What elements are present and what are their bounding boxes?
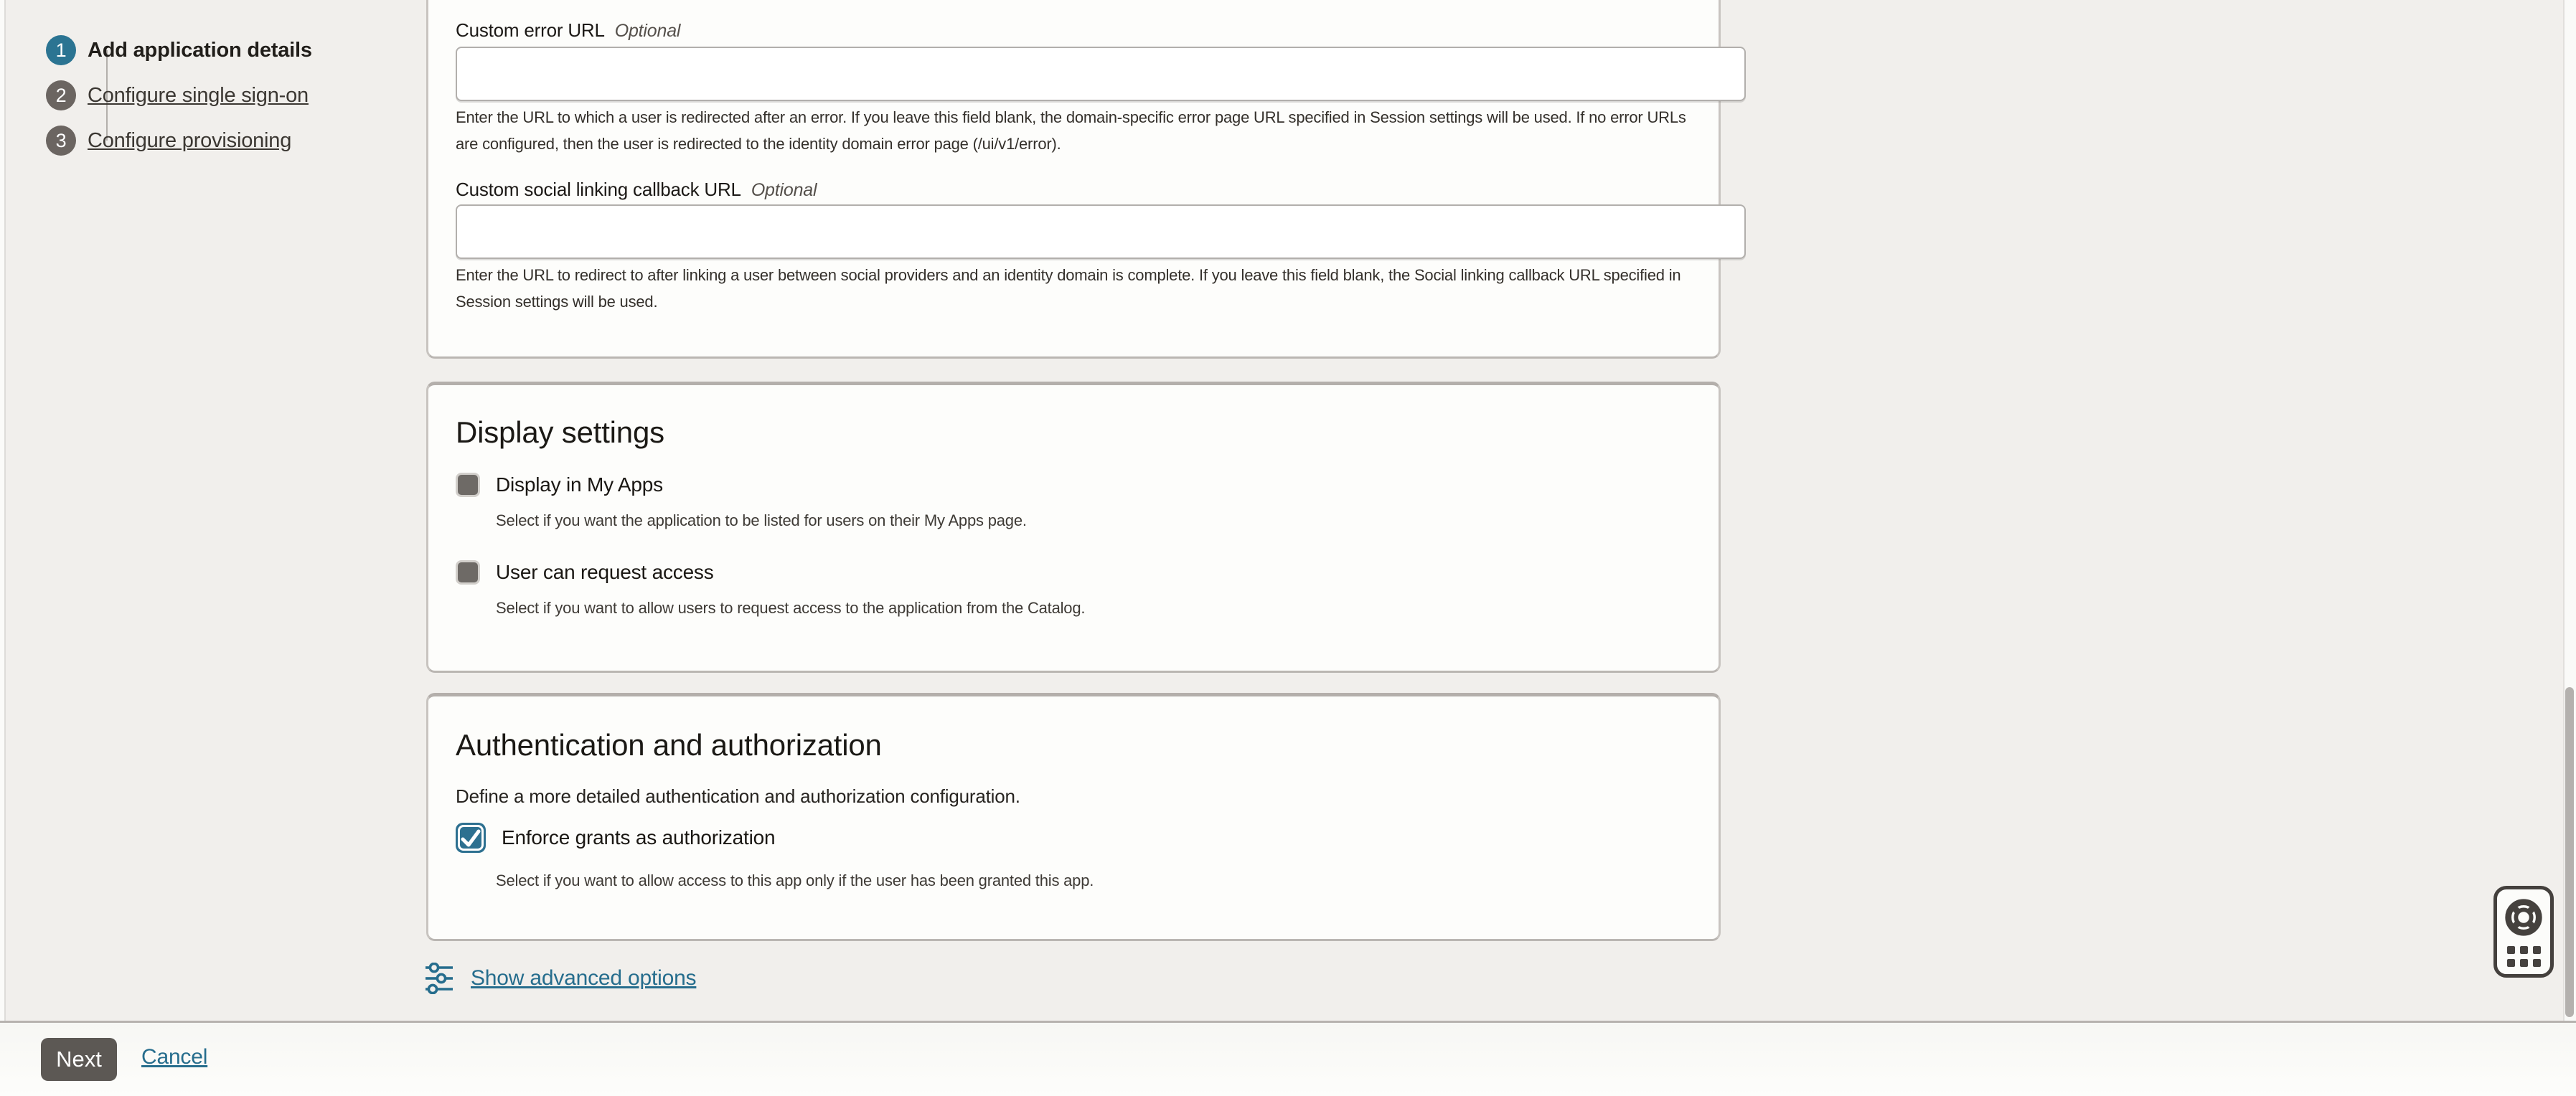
optional-tag: Optional	[614, 21, 681, 41]
optional-tag: Optional	[751, 180, 817, 200]
custom-error-url-help: Enter the URL to which a user is redirected after an error. If you leave this field blank, the domain-specific error page URL specified in Session settings will be used. If no error URLs are configured, then the user is redirected to the identity domain error page (/ui/v1/error).	[456, 108, 1686, 153]
display-in-my-apps-description: Select if you want the application to be listed for users on their My Apps page.	[496, 511, 1027, 529]
display-in-my-apps-label: Display in My Apps	[496, 473, 663, 496]
enforce-grants-checkbox[interactable]	[456, 823, 486, 853]
custom-error-url-input[interactable]	[456, 47, 1746, 101]
authentication-title: Authentication and authorization	[456, 728, 882, 762]
help-widget	[2493, 886, 2554, 978]
stepper-step-link[interactable]: Configure single sign-on	[88, 83, 309, 107]
show-advanced-options-link[interactable]: Show advanced options	[471, 966, 697, 990]
user-can-request-access-row	[456, 560, 1691, 585]
custom-error-url-label: Custom error URL	[456, 19, 605, 41]
sliders-icon	[425, 963, 453, 994]
display-settings-card	[426, 382, 1721, 673]
enforce-grants-row	[456, 823, 1691, 853]
display-in-my-apps-checkbox[interactable]	[456, 473, 480, 497]
display-settings-title: Display settings	[456, 415, 664, 449]
custom-social-url-help: Enter the URL to redirect to after linking a user between social providers and an identity domain is complete. If you leave this field blank, the Social linking callback URL specified in Session settings will be used.	[456, 266, 1681, 311]
custom-error-url-label-row	[456, 19, 1691, 42]
step-number-badge: 1	[46, 35, 76, 65]
display-in-my-apps-row	[456, 473, 1691, 497]
scrollbar-track	[2563, 0, 2576, 1021]
stepper-step-add-application-details	[46, 34, 312, 66]
next-button[interactable]: Next	[41, 1038, 117, 1081]
footer-action-bar	[0, 1023, 2576, 1096]
url-settings-card	[426, 0, 1721, 359]
lifebuoy-icon[interactable]	[2501, 895, 2546, 940]
step-number-badge: 2	[46, 80, 76, 110]
user-can-request-access-description: Select if you want to allow users to request access to the application from the Catalog.	[496, 599, 1086, 617]
checkmark-icon	[456, 823, 486, 853]
stepper-step-configure-provisioning[interactable]	[46, 125, 291, 156]
stepper-step-link[interactable]: Configure provisioning	[88, 128, 292, 152]
show-advanced-options-row	[425, 958, 696, 998]
window-left-edge	[0, 0, 6, 1021]
wizard-stepper	[46, 0, 419, 186]
authentication-authorization-card	[426, 693, 1721, 941]
grid-dots-icon[interactable]	[2507, 946, 2541, 967]
custom-social-url-label-row	[456, 179, 1691, 201]
stepper-step-configure-single-sign-on[interactable]	[46, 80, 309, 111]
user-can-request-access-checkbox[interactable]	[456, 560, 480, 585]
custom-social-url-input[interactable]	[456, 204, 1746, 259]
step-number-badge: 3	[46, 126, 76, 156]
stepper-step-label: Add application details	[88, 38, 312, 62]
authentication-subtitle: Define a more detailed authentication and authorization configuration.	[456, 785, 1020, 807]
scrollbar-thumb[interactable]	[2565, 687, 2574, 1017]
user-can-request-access-label: User can request access	[496, 561, 714, 583]
enforce-grants-label: Enforce grants as authorization	[502, 826, 776, 849]
cancel-link[interactable]: Cancel	[141, 1045, 208, 1069]
enforce-grants-description: Select if you want to allow access to this app only if the user has been granted this app.	[496, 871, 1094, 889]
custom-social-url-label: Custom social linking callback URL	[456, 179, 741, 200]
